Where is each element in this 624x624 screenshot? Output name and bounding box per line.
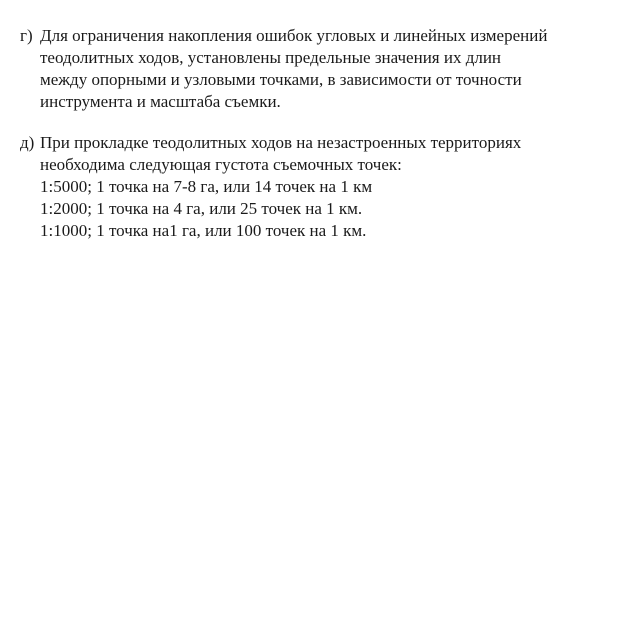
paragraph-g-marker: г) [20, 26, 33, 45]
paragraph-d-text: При прокладке теодолитных ходов на незастроенных территориях [40, 133, 522, 152]
paragraph-g-text: Для ограничения накопления ошибок угловых и линейных измерений [40, 26, 548, 45]
scale-item-2000: 1:2000; 1 точка на 4 га, или 25 точек на 1 км. [40, 199, 363, 218]
paragraph-d [20, 132, 610, 242]
scale-item-1000: 1:1000; 1 точка на1 га, или 100 точек на 1 км. [40, 221, 367, 240]
paragraph-d-line-1 [20, 132, 610, 154]
paragraph-g-line-1 [20, 25, 610, 47]
paragraph-g-line-2: теодолитных ходов, установлены предельные значения их длин [40, 48, 502, 67]
paragraph-d-marker: д) [20, 133, 35, 152]
paragraph-g [20, 25, 610, 113]
paragraph-g-line-4: инструмента и масштаба съемки. [40, 92, 281, 111]
scale-item-5000: 1:5000; 1 точка на 7-8 га, или 14 точек на 1 км [40, 177, 373, 196]
paragraph-g-line-3: между опорными и узловыми точками, в зависимости от точности [40, 70, 522, 89]
paragraph-d-line-2: необходима следующая густота съемочных точек: [40, 155, 402, 174]
